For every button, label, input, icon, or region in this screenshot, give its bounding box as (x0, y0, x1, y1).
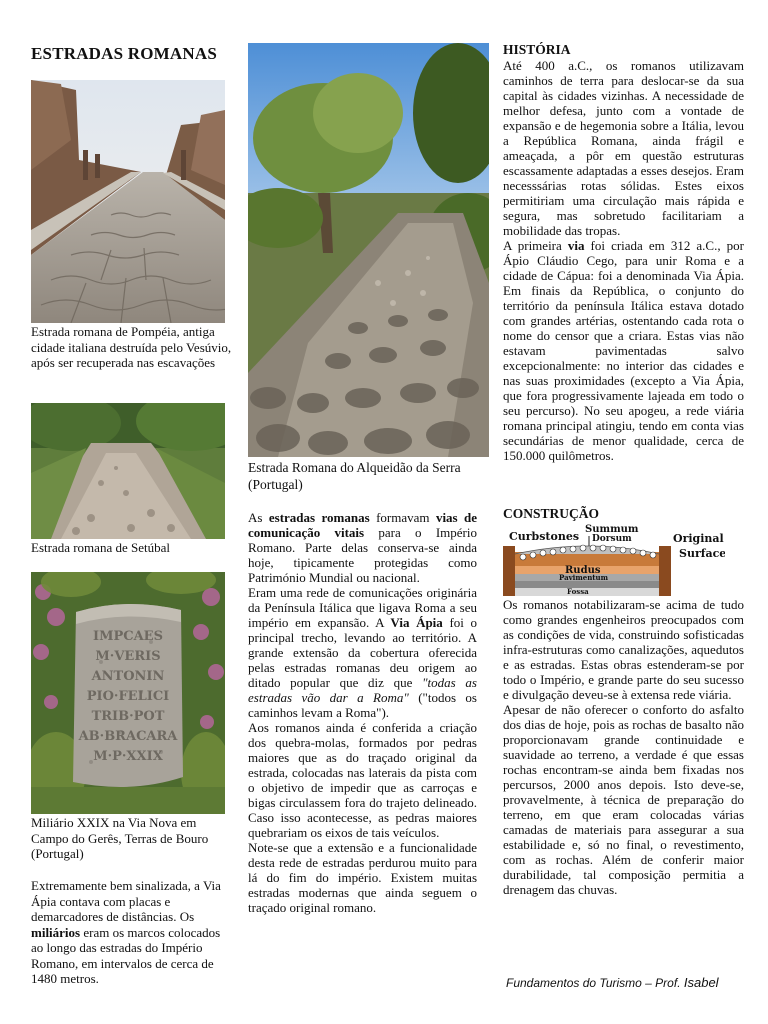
diagram-label-dorsum: Dorsum (592, 534, 632, 544)
via-apia-paragraph: Eram uma rede de comunicações originária da Península Itálica que ligava Roma a seu império em expansão. A Via Ápia foi o principal trecho, levando ao território. A grande extensão da cobertura oferecida pelas estradas romanas deu origem ao ditado popular que diz que "todas as estradas vão dar a Roma" ("todos os caminhos levam a Roma"). (248, 585, 478, 720)
network-extension-paragraph: Note-se que a extensão e a funcionalidade desta rede de estradas perdurou muito para lá do fim do império. Existem muitas estradas modernas que ainda seguem o traçado original romano. (248, 840, 477, 915)
setubal-caption: Estrada romana de Setúbal (31, 540, 170, 555)
diagram-label-pavimentum: Pavimentum (559, 573, 609, 582)
stone-inscription-line: M·P·XXIX (93, 749, 163, 764)
diagram-label-summum: Summum (585, 524, 639, 535)
historia-paragraph-2: A primeira via foi criada em 312 a.C., por Ápio Cláudio Cego, para unir Roma e a cidade de Cápua: foi a denominada Via Ápia. Em finais da República, o conjunto do território da península Itálica estava dotado com grandes artérias, ostentando cada rota o nome do censor que a criara. Estas vias não estavam pavimentadas salvo excepcionalmente: no interior das cidades e nas suas proximidades (excepto a Via Ápia, que fora progressivamente lajeada em todo o seu percurso). No seu apogeu, a rede viária romana principal atingiu, tendo em conta vias secundárias de menor qualidade, cerca de 150.000 quilômetros. (503, 238, 744, 463)
quebra-molas-paragraph: Aos romanos ainda é conferida a criação dos quebra-molas, formados por pedras maiores que as do traçado original da estrada, colocadas nas laterais da pista com o objetivo de impedir que as carroças e bigas circulassem fora do trajeto delineado. Caso isso acontecesse, as pedras maiores quebrariam os eixos de tais veículos. (248, 720, 477, 840)
diagram-label-original: Original (673, 532, 724, 545)
historia-text (503, 58, 744, 463)
diagram-label-curbstones: Curbstones (509, 530, 580, 543)
stone-inscription-line: IMPCAES (93, 629, 163, 644)
stone-inscription-line: AB·BRACARA (78, 729, 178, 744)
stone-inscription-line: M·VERIS (95, 649, 161, 664)
historia-heading: HISTÓRIA (503, 42, 571, 57)
construcao-text (503, 597, 744, 897)
diagram-label-fossa: Fossa (567, 587, 589, 596)
miliario-caption: Miliário XXIX na Via Nova em Campo do Gerês, Terras de Bouro (Portugal) (31, 815, 209, 861)
road-layers-diagram (503, 522, 725, 596)
pompeia-caption: Estrada romana de Pompéia, antiga cidade italiana destruída pelo Vesúvio, após ser recuperada nas escavações (31, 324, 232, 370)
alqueidao-road-photo (248, 43, 489, 457)
setubal-road-photo (31, 403, 225, 539)
middle-column-text (248, 510, 477, 915)
historia-paragraph-1: Até 400 a.C., os romanos utilizavam caminhos de terra para deslocar-se da sua capital às cidades vizinhas. A necessidade de melhor defesa, junto com a vontade de expansão e de hegemonia sobre a Itália, levou a República Romana, ainda frágil e ameaçada, a pôr em questão estruturas escassamente adaptadas a esses desejos. Eram necesssárias rotas sólidas. Estes eixos permitiriam uma circulação mais rápida e segura, mas sobretudo facilitariam a mobilidade das tropas. (503, 58, 744, 238)
stone-inscription-line: ANTONIN (91, 669, 165, 684)
page-title: ESTRADAS ROMANAS (31, 44, 217, 63)
pompeia-road-photo (31, 80, 225, 323)
diagram-label-rudus: Rudus (565, 565, 601, 576)
stone-inscription-line: PIO·FELICI (86, 689, 170, 704)
estradas-intro-paragraph: As estradas romanas formavam vias de comunicação vitais para o Império Romano. Parte delas conserva-se ainda hoje, tipicamente protegidas como Património Mundial ou nacional. (248, 510, 478, 585)
footer-credit: Fundamentos do Turismo – Prof. Isabel (506, 975, 719, 990)
construcao-paragraph-1: Os romanos notabilizaram-se acima de tudo como grandes engenheiros preocupados com as condições de vida, construindo sofisticadas infra-estruturas como canalizações, aquedutos e as estradas. Estas obras estenderam-se por todo o Império, e grande parte do seu sucesso e divulgação deveu-se à extensa rede viária. (503, 597, 744, 702)
construcao-paragraph-2: Apesar de não oferecer o conforto do asfalto dos dias de hoje, pois as rochas de basalto não proporcionavam grande continuidade e suavidade ao terreno, a verdade é que essas rochas encontram-se ainda bem fixadas nos percursos, 2000 anos depois. Isto deve-se, provavelmente, à técnica de preparação do terreno, em que eram colocadas várias camadas de materiais para assegurar a sua estabilidade e, só no final, o revestimento, com as rochas. Além de conferir maior durabilidade, tal composição permitia a drenagem das chuvas. (503, 702, 744, 897)
diagram-label-surface: Surface (679, 547, 725, 560)
miliario-photo (31, 572, 225, 814)
stone-inscription-line: TRIB·POT (91, 709, 165, 724)
miliarios-paragraph: Extremamente bem sinalizada, a Via Ápia contava com placas e demarcadores de distâncias. Os miliários eram os marcos colocados ao longo das estradas do Império Romano, em intervalos de cerca de 1480 metros. (31, 878, 221, 986)
construcao-heading: CONSTRUÇÃO (503, 506, 600, 521)
alqueidao-caption: Estrada Romana do Alqueidão da Serra (Portugal) (248, 460, 461, 492)
